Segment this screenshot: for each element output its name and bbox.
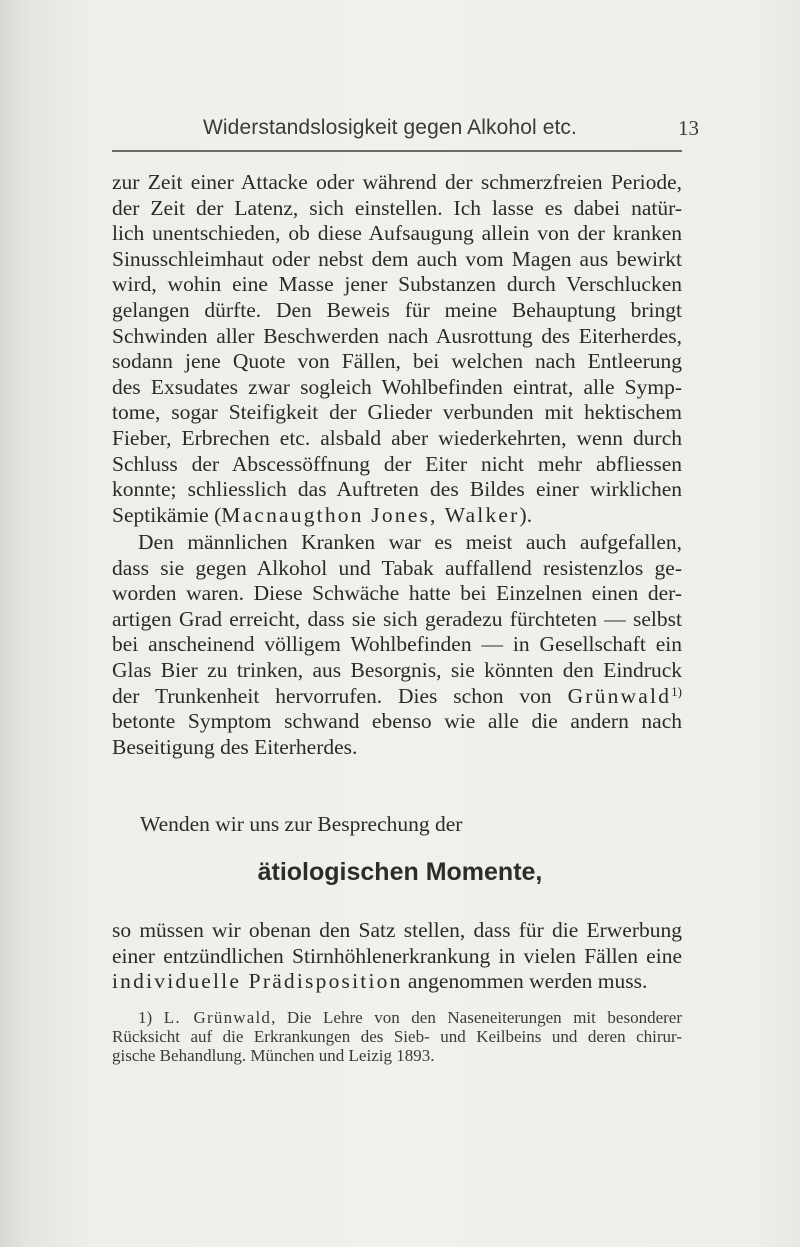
footnote-reference[interactable]: 1): [671, 683, 682, 699]
cited-authors: Macnaugthon Jones, Walker: [221, 502, 520, 527]
paragraph-3: [112, 918, 682, 995]
text-line: Beseitigung des Eiterherdes.: [112, 734, 358, 759]
page-number: 13: [678, 116, 699, 140]
text-line: artigen Grad erreicht, dass sie sich geradezu fürchteten — selbst: [112, 606, 682, 631]
text-fragment: , Die Lehre von den Naseneiterungen mit besonderer: [271, 1008, 682, 1027]
text-line: gelangen dürfte. Den Beweis für meine Behauptung bringt: [112, 297, 682, 322]
text-line: bei anscheinend völligem Wohlbefinden — in Gesellschaft ein: [112, 632, 682, 657]
text-fragment: der Trunkenheit hervorrufen. Dies schon von: [112, 683, 568, 708]
text-line: Schluss der Abscessöffnung der Eiter nicht mehr abfliessen: [112, 451, 682, 476]
text-line: Den männlichen Kranken war es meist auch aufgefallen,: [138, 530, 682, 554]
text-fragment: angenommen werden muss.: [402, 969, 648, 994]
text-line: Fieber, Erbrechen etc. alsbald aber wiederkehrten, wenn durch: [112, 425, 682, 450]
text-line: konnte; schliesslich das Auftreten des Bildes einer wirklichen: [112, 477, 682, 502]
text-line: betonte Symptom schwand ebenso wie alle die andern nach: [112, 709, 682, 734]
running-title: Widerstandslosigkeit gegen Alkohol etc.: [203, 116, 577, 139]
footnote-line: [112, 1008, 682, 1027]
text-line: sodann jene Quote von Fällen, bei welchen nach Entleerung: [112, 349, 682, 374]
footnote-marker: 1): [138, 1008, 164, 1027]
text-line: Schwinden aller Beschwerden nach Ausrottung des Eiterherdes,: [112, 323, 682, 348]
text-line: [112, 503, 682, 529]
text-line: der Zeit der Latenz, sich einstellen. Ich lasse es dabei natür-: [112, 195, 682, 220]
text-line: dass sie gegen Alkohol und Tabak auffallend resistenzlos ge-: [112, 555, 682, 580]
cited-author: Grünwald: [567, 683, 672, 708]
emphasized-term: individuelle Prädisposition: [112, 969, 403, 994]
header-rule: [112, 150, 682, 152]
paragraph-1: [112, 170, 682, 528]
footnote: [112, 1008, 682, 1065]
text-line: einer entzündlichen Stirnhöhlenerkrankung in vielen Fällen eine: [112, 943, 682, 968]
text-line: worden waren. Diese Schwäche hatte bei Einzelnen einen der-: [112, 581, 682, 606]
transition-line: Wenden wir uns zur Besprechung der: [140, 812, 463, 836]
footnote-line: gische Behandlung. München und Leizig 1893.: [112, 1046, 435, 1065]
footnote-author: L. Grünwald: [163, 1008, 272, 1027]
paragraph-2: [112, 530, 682, 760]
footnote-line: Rücksicht auf die Erkrankungen des Sieb- und Keilbeins und deren chirur-: [112, 1027, 682, 1046]
text-line: zur Zeit einer Attacke oder während der schmerzfreien Periode,: [112, 170, 682, 194]
text-fragment: Septikämie (: [112, 502, 222, 527]
text-line: tome, sogar Steifigkeit der Glieder verbunden mit hektischem: [112, 400, 682, 425]
text-line: wird, wohin eine Masse jener Substanzen durch Verschlucken: [112, 272, 682, 297]
section-heading: [0, 858, 800, 887]
text-line: lich unentschieden, ob diese Aufsaugung allein von der kranken: [112, 221, 682, 246]
text-line: [112, 684, 682, 710]
text-fragment: ).: [519, 502, 533, 527]
text-line: so müssen wir obenan den Satz stellen, dass für die Erwerbung: [112, 918, 682, 942]
section-heading-text: ätiologischen Momente,: [257, 858, 543, 886]
text-line: Glas Bier zu trinken, aus Besorgnis, sie könnten den Eindruck: [112, 657, 682, 682]
text-line: Sinusschleimhaut oder nebst dem auch vom Magen aus bewirkt: [112, 246, 682, 271]
text-line: des Exsudates zwar sogleich Wohlbefinden eintrat, alle Symp-: [112, 374, 682, 399]
text-line: [112, 969, 682, 995]
